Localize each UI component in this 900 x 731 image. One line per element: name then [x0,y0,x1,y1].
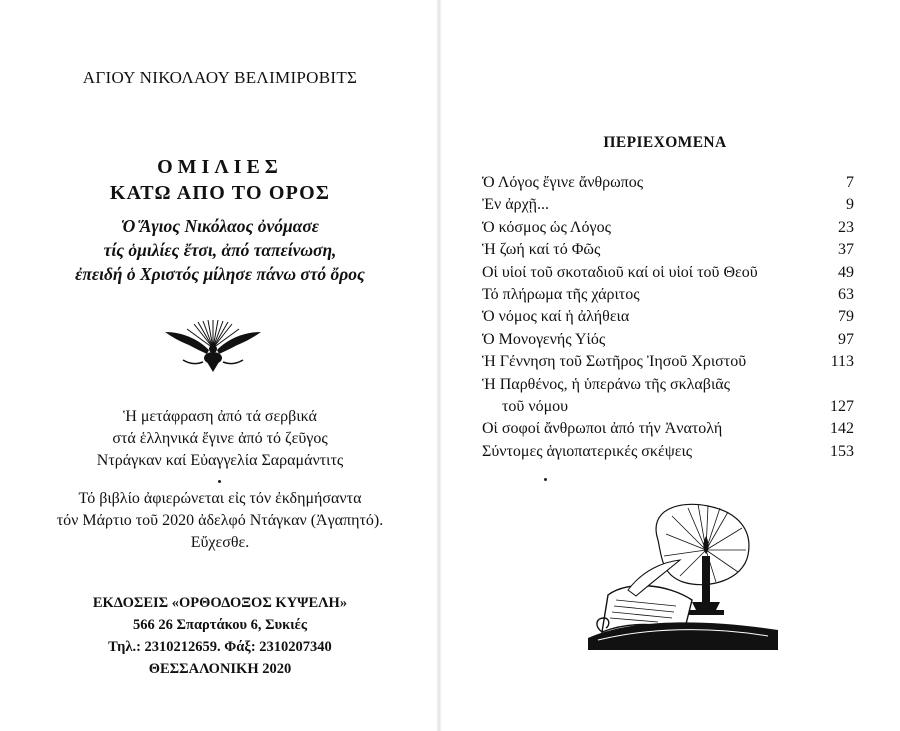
toc-page-number: 23 [838,218,854,236]
toc-title: Ἡ ζωή καί τό Φῶς [482,241,601,259]
toc-page-number: 79 [838,308,854,326]
publisher-phone-fax: Τηλ.: 2310212659. Φάξ: 2310207340 [108,639,332,655]
toc-row [482,306,854,328]
toc-row [482,262,854,284]
speck-dot [544,478,547,481]
toc-title: Σύντομες ἁγιοπατερικές σκέψεις [482,442,693,460]
toc-row [482,374,854,396]
toc-row [482,329,854,351]
toc-page-number: 113 [830,353,854,371]
toc-page-number: 7 [846,174,854,191]
toc-row [482,217,854,239]
toc-title: Ὁ κόσμος ὡς Λόγος [482,218,611,236]
dedication-line: Τό βιβλίο ἀφιερώνεται εἰς τόν ἐκδημήσαντα [78,490,362,507]
dove-icon [163,318,263,374]
toc-row [482,418,854,440]
toc-title: Τό πλήρωμα τῆς χάριτος [482,285,640,303]
translation-note-line: Ντράγκαν καί Εὐαγγελία Σαραμάντιτς [96,452,344,469]
left-page [0,0,440,731]
publication-place-year: ΘΕΣΣΑΛΟΝΙΚΗ 2020 [148,661,292,677]
dedication-line: Εὔχεσθε. [190,534,250,551]
dedication-line: τόν Μάρτιο τοῦ 2020 ἀδελφό Ντάγκαν (Ἀγαπητό). [56,512,384,529]
right-page [440,0,900,731]
toc-title: Ὁ Μονογενής Υἱός [482,330,606,348]
contents-heading: ΠΕΡΙΕΧΟΜΕΝΑ [603,134,727,151]
subtitle-line: Ὁ Ἅγιος Νικόλαος ὀνόμασε [120,216,319,236]
toc-page-number: 9 [846,196,854,214]
candle-and-scroll-icon [588,500,778,650]
toc-title-continuation: τοῦ νόμου [502,397,569,415]
speck-dot [218,480,221,483]
toc-title: Ἡ Γέννηση τοῦ Σωτῆρος Ἰησοῦ Χριστοῦ [482,353,747,371]
toc-row [482,351,854,373]
publisher-address: 566 26 Σπαρτάκου 6, Συκιές [133,617,307,633]
toc-page-number: 63 [838,285,854,303]
toc-title: Ὁ νόμος καί ἡ ἀλήθεια [482,308,630,326]
toc-title: Ὁ Λόγος ἔγινε ἄνθρωπος [482,174,644,191]
table-of-contents [482,172,854,463]
toc-title: Οἱ σοφοί ἄνθρωποι ἀπό τήν Ἀνατολή [482,420,723,438]
toc-row [482,172,854,194]
toc-page-number: 37 [838,241,854,259]
toc-page-number: 97 [838,330,854,348]
toc-title: Οἱ υἱοί τοῦ σκοταδιοῦ καί οἱ υἱοί τοῦ Θεοῦ [482,263,758,281]
translation-note-line: στά ἑλληνικά ἔγινε ἀπό τό ζεῦγος [112,430,328,447]
toc-title: Ἡ Παρθένος, ἡ ὑπεράνω τῆς σκλαβιᾶς [482,375,730,393]
subtitle-line: ἐπειδή ὁ Χριστός μίλησε πάνω στό ὄρος [75,264,365,284]
toc-page-number: 127 [830,397,854,415]
toc-row [482,441,854,463]
subtitle-line: τίς ὁμιλίες ἔτσι, ἀπό ταπείνωση, [103,240,337,260]
translation-note-line: Ἡ μετάφραση ἀπό τά σερβικά [123,408,317,425]
book-title-line1: ΟΜΙΛΙΕΣ [157,156,283,178]
book-title-line2: ΚΑΤΩ ΑΠΟ ΤΟ ΟΡΟΣ [109,182,331,204]
toc-page-number: 49 [838,263,854,281]
toc-row [482,284,854,306]
toc-row [482,396,854,418]
publisher-name: ΕΚΔΟΣΕΙΣ «ΟΡΘΟΔΟΞΟΣ ΚΥΨΕΛΗ» [92,595,348,611]
toc-title: Ἐν ἀρχῇ... [482,196,550,214]
author-line: ΑΓΙΟΥ ΝΙΚΟΛΑΟΥ ΒΕΛΙΜΙΡΟΒΙΤΣ [82,68,358,87]
toc-page-number: 142 [830,420,854,438]
toc-row [482,194,854,216]
toc-page-number: 153 [830,442,854,460]
toc-row [482,239,854,261]
